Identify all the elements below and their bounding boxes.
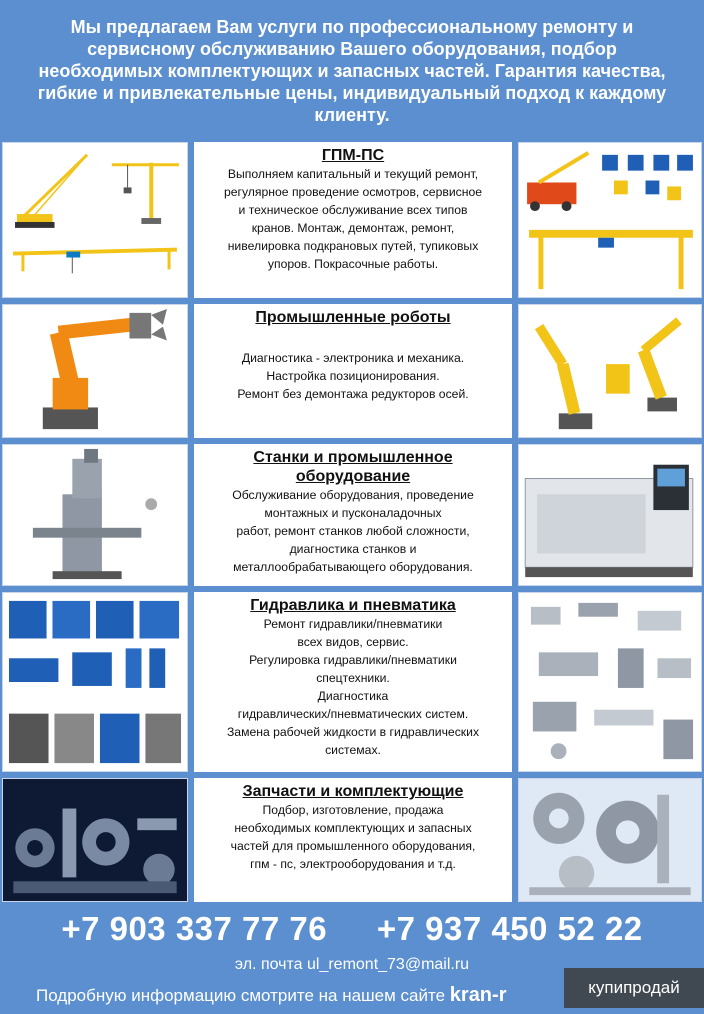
section-title: Станки и промышленное оборудование	[253, 449, 453, 485]
section-line: частей для промышленного оборудования,	[230, 839, 476, 853]
section-line: упоров. Покрасочные работы.	[267, 257, 439, 271]
gears-illustration	[519, 779, 701, 901]
hoists-illustration	[519, 143, 701, 297]
section-line: Настройка позиционирования.	[266, 369, 440, 383]
section-title: Запчасти и комплектующие	[242, 783, 464, 800]
intro-text: Мы предлагаем Вам услуги по профессиональному ремонту и сервисному обслуживанию Вашего оборудования, подбор необходимых комплектующих и запасных частей. Гарантия качества, гибкие и привлекательные цены, индивидуальный подход к каждому клиенту.	[37, 17, 667, 125]
intro-banner	[0, 0, 704, 136]
section-line: Диагностика - электроника и механика.	[241, 351, 465, 365]
hoists-image	[518, 142, 702, 298]
section-hydraulics	[194, 592, 512, 772]
section-parts	[194, 778, 512, 902]
section-line: спецтехники.	[316, 671, 390, 685]
hydraulics-image	[2, 592, 188, 772]
phone-2[interactable]: +7 937 450 52 22	[376, 910, 643, 947]
robot-image-left	[2, 304, 188, 438]
milling-machine-image	[2, 444, 188, 586]
section-line: металлообрабатывающего оборудования.	[233, 560, 473, 574]
section-line: Подбор, изготовление, продажа	[262, 803, 444, 817]
hydraulic-parts-illustration	[3, 593, 187, 771]
section-line: кранов. Монтаж, демонтаж, ремонт,	[251, 221, 455, 235]
section-line: регулярное проведение осмотров, сервисное	[223, 185, 483, 199]
robot-image-right	[518, 304, 702, 438]
section-line: диагностика станков и	[289, 542, 417, 556]
section-line: и техническое обслуживание всех типов	[238, 203, 468, 217]
parts-image-left	[2, 778, 188, 902]
section-line: Обслуживание оборудования, проведение	[232, 488, 474, 502]
phone-numbers	[0, 910, 704, 948]
robot-arm-illustration	[3, 305, 187, 437]
pneumatics-image	[518, 592, 702, 772]
yellow-robots-illustration	[519, 305, 701, 437]
section-line: монтажных и пусконаладочных	[264, 506, 442, 520]
section-line: всех видов, сервис.	[297, 635, 409, 649]
section-line: Ремонт без демонтажа редукторов осей.	[237, 387, 469, 401]
cranes-illustration	[3, 143, 187, 297]
cranes-image	[2, 142, 188, 298]
section-line: системах.	[325, 743, 381, 757]
section-machines	[194, 444, 512, 586]
email-line[interactable]: эл. почта ul_remont_73@mail.ru	[234, 956, 470, 973]
watermark-badge: купипродай	[564, 968, 704, 1008]
spare-parts-illustration	[3, 779, 187, 901]
section-line: работ, ремонт станков любой сложности,	[236, 524, 470, 538]
cnc-lathe-illustration	[519, 445, 701, 585]
section-title: ГПМ-ПС	[321, 147, 385, 164]
section-line: Регулировка гидравлики/пневматики	[249, 653, 457, 667]
section-title: Промышленные роботы	[255, 309, 451, 326]
phone-1[interactable]: +7 903 337 77 76	[61, 910, 328, 947]
section-line: нивелировка подкрановых путей, тупиковых	[227, 239, 479, 253]
section-line: необходимых комплектующих и запасных	[234, 821, 472, 835]
section-line: Ремонт гидравлики/пневматики	[263, 617, 443, 631]
section-line: Замена рабочей жидкости в гидравлических	[226, 725, 480, 739]
milling-machine-illustration	[3, 445, 187, 585]
section-line: Выполняем капитальный и текущий ремонт,	[227, 167, 479, 181]
section-cranes	[194, 142, 512, 298]
section-line: Диагностика	[317, 689, 389, 703]
section-line: гидравлических/пневматических систем.	[237, 707, 469, 721]
parts-image-right	[518, 778, 702, 902]
website-link[interactable]: kran-r	[449, 984, 507, 1006]
pneumatic-parts-illustration	[519, 593, 701, 771]
section-title: Гидравлика и пневматика	[250, 597, 456, 614]
section-line: гпм - пс, электрооборудования и т.д.	[250, 857, 456, 871]
website-prefix: Подробную информацию смотрите на нашем сайте	[36, 986, 450, 1005]
section-robots	[194, 304, 512, 438]
lathe-image	[518, 444, 702, 586]
